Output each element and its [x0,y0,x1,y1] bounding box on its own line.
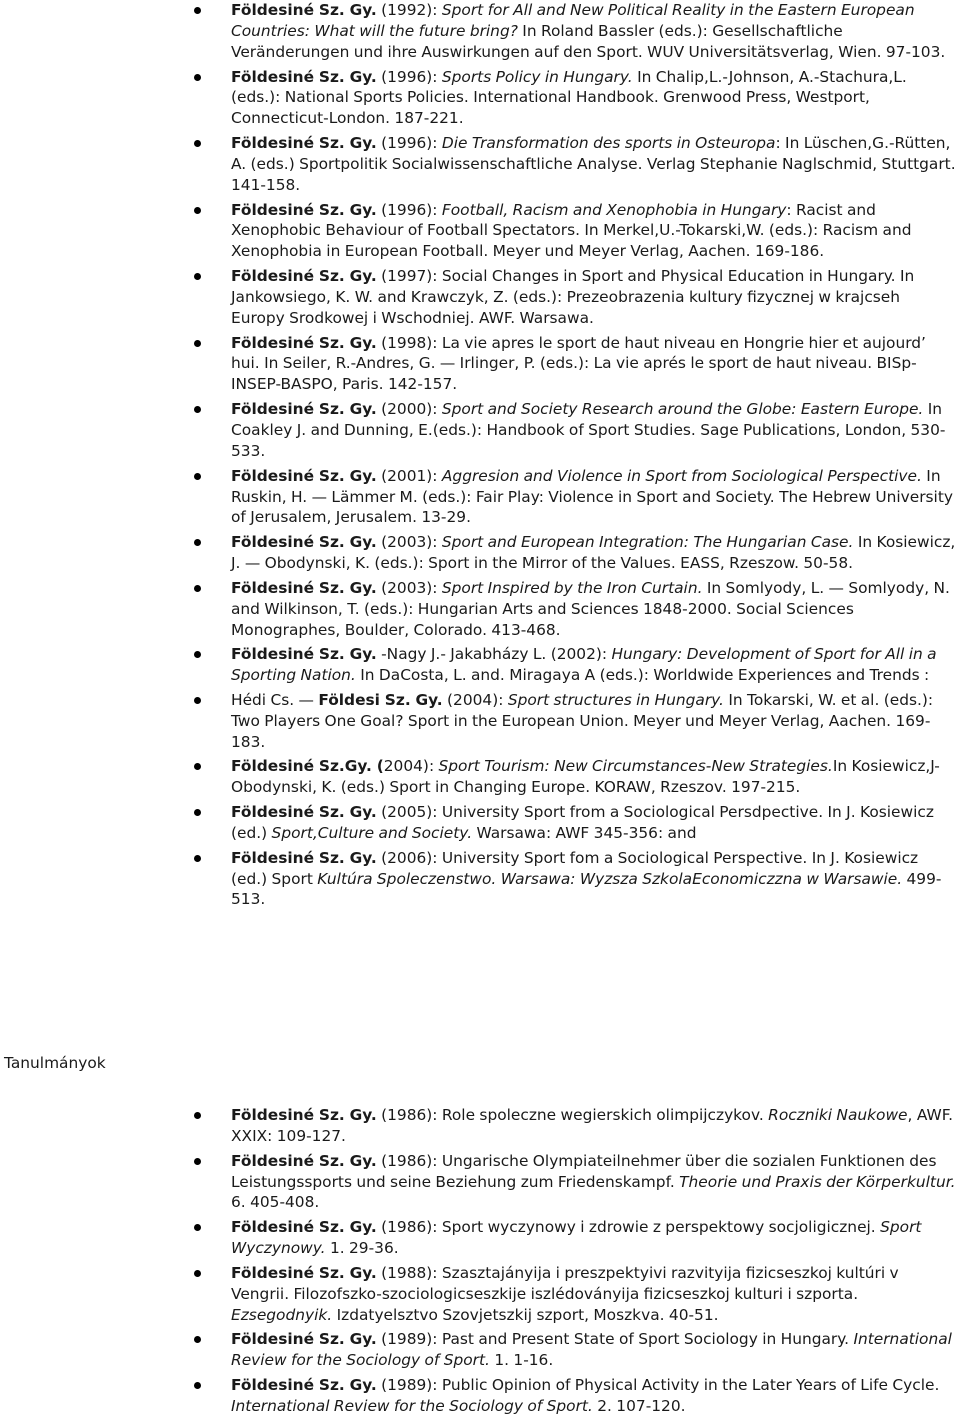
reference-text: (1992): [376,1,442,19]
reference-author: Földesiné Sz. Gy. [231,333,377,352]
reference-title: Roczniki Naukowe [768,1106,908,1124]
reference-text: In Kosiewicz,J-Obodynski, K. (eds.) Sport in Changing Europe. KORAW, Rzeszov. 197-215. [231,757,940,797]
reference-text: In Ruskin, H. — Lämmer M. (eds.): Fair Play: Violence in Sport and Society. The Hebrew University of Jerusalem, Jerusalem. 13-29. [231,466,953,527]
reference-text: (2001): [376,466,442,485]
reference-text: (1986): Ungarische Olympiateilnehmer über die sozialen Funktionen des Leistungssports und seine Beziehung zum Friedenskampf. [231,1151,937,1191]
reference-text: (2003): [376,533,442,552]
reference-text: (2000): [376,400,442,419]
reference-item [0,578,960,641]
bullet-icon [194,273,201,280]
reference-author: Földesiné Sz. Gy. [231,1218,377,1237]
reference-title: Sport for All and New Political Reality in the Eastern European Countries: What will the future bring? [231,1,915,40]
reference-text: 1. 1-16. [489,1351,554,1370]
reference-title: International Review for the Sociology of Sport. [231,1330,952,1370]
reference-text: 1. 29-36. [325,1239,399,1258]
reference-text: : In Lüschen,G.-Rütten, A. (eds.) Sportpolitik Socialwissenschaftliche Analyse. Verlag Stephanie Naglschmid, Stuttgart. 141-158. [231,134,956,194]
reference-item [0,1375,960,1417]
reference-title: Sport Wyczynowy. [231,1218,922,1258]
reference-text: 6. 405-408. [231,1193,320,1212]
reference-text: (1986): Sport wyczynowy i zdrowie z perspektowy socjoligicznej. [376,1218,881,1237]
reference-text: (1988): Szasztajányija i preszpektyivi razvityija fizicseszkoj kultúri v Vengrii. Filozofszko-szociologicseszkije iszlédoványija fizicseszkoj kulturi i szporta. [231,1263,899,1303]
reference-author: Földesiné Sz. Gy. [231,645,377,664]
reference-text: -Nagy J.- Jakabházy L. (2002): [376,645,612,664]
reference-list [0,1105,960,1417]
bullet-icon [194,74,201,81]
reference-author: Földesiné Sz. Gy. [231,67,377,86]
bullet-icon [194,651,201,658]
reference-title: Sport,Culture and Society. [271,823,473,842]
bullet-icon [194,473,201,480]
reference-author: Földesiné Sz. Gy. [231,1,377,19]
reference-author: Földesiné Sz. Gy. [231,200,377,219]
reference-author: Földesiné Sz. Gy. [231,466,377,485]
reference-text: Izdatyelsztvo Szovjetszkij szport, Moszkva. 40-51. [332,1305,719,1324]
reference-author: Földesiné Sz.Gy. ( [231,757,384,776]
reference-item [0,690,960,753]
reference-text: (1989): Past and Present State of Sport Sociology in Hungary. [376,1330,854,1349]
reference-title: International Review for the Sociology of Sport. [231,1396,593,1415]
bullet-icon [194,207,201,214]
reference-text: In Tokarski, W. et al. (eds.): Two Players One Goal? Sport in the European Union. Meyer und Meyer Verlag, Aachen. 169-183. [231,690,934,751]
reference-item [0,266,960,329]
reference-text: (1998): La vie apres le sport de haut niveau en Hongrie hier et aujourd’ hui. In Seiler, R.-Andres, G. — Irlinger, P. (eds.): La vie aprés le sport de haut niveau. BISp-INSEP-BASPO, Paris. 142-157. [231,333,926,394]
reference-item [0,0,960,63]
reference-item [0,532,960,574]
bullet-icon [194,1224,201,1231]
reference-text: In Coakley J. and Dunning, E.(eds.): Handbook of Sport Studies. Sage Publications, London, 530-533. [231,400,946,460]
bullet-icon [194,809,201,816]
reference-author: Földesiné Sz. Gy. [231,400,377,419]
reference-author: Földesi Sz. Gy. [318,690,443,709]
bullet-icon [194,340,201,347]
reference-item [0,644,960,686]
reference-title: Sports Policy in Hungary. [441,67,633,86]
reference-title: Die Transformation des sports in Osteuropa [441,134,776,153]
reference-item [0,133,960,196]
reference-text: : Racist and Xenophobic Behaviour of Football Spectators. In Merkel,U.-Tokarski,W. (eds.): Racism and Xenophobia in European Football. Meyer und Meyer Verlag, Aachen. 169-186. [231,200,912,261]
bullet-icon [194,539,201,546]
reference-text: Hédi Cs. — [231,690,319,709]
reference-author: Földesiné Sz. Gy. [231,134,377,153]
bullet-icon [194,1158,201,1165]
reference-author: Földesiné Sz. Gy. [231,1330,377,1349]
reference-author: Földesiné Sz. Gy. [231,1375,377,1394]
reference-author: Földesiné Sz. Gy. [231,1263,377,1282]
reference-title: Kultúra Spoleczenstwo. Warsawa: Wyzsza SzkolaEconomiczzna w Warsawie. [317,869,903,888]
reference-item [0,1151,960,1214]
reference-title: Sport structures in Hungary. [507,690,724,709]
reference-text: (2003): [376,578,442,597]
reference-author: Földesiné Sz. Gy. [231,533,377,552]
reference-text: 2004): [383,757,439,776]
bullet-icon [194,406,201,413]
reference-item [0,1329,960,1371]
bullet-icon [194,763,201,770]
reference-text: (1997): Social Changes in Sport and Physical Education in Hungary. In Jankowsiego, K. W. and Krawczyk, Z. (eds.): Prezeobrazenia kultury fizycznej w krajcseh Europy Srodkowej i Wschodniej. AWF. Warsawa. [231,267,915,327]
reference-text: (1989): Public Opinion of Physical Activity in the Later Years of Life Cycle. [376,1375,940,1394]
reference-text: , AWF. XXIX: 109-127. [231,1106,953,1145]
bullet-icon [194,1382,201,1389]
reference-title: Hungary: Development of Sport for All in a Sporting Nation. [231,645,937,685]
reference-item [0,466,960,529]
reference-text: In Roland Bassler (eds.): Gesellschaftliche Veränderungen und ihre Auswirkungen auf den Sport. WUV Universitätsverlag, Wien. 97-103. [231,21,946,61]
reference-item [0,333,960,396]
reference-text: (1996): [376,134,442,153]
reference-title: Aggresion and Violence in Sport from Sociological Perspective. [441,466,922,485]
reference-item [0,1263,960,1326]
reference-item [0,756,960,798]
reference-item [0,1105,960,1147]
bullet-icon [194,1336,201,1343]
reference-text: In Kosiewicz, J. — Obodynski, K. (eds.): Sport in the Mirror of the Values. EASS, Rzeszow. 50-58. [231,533,956,573]
reference-author: Földesiné Sz. Gy. [231,578,377,597]
reference-text: Warsawa: AWF 345-356: and [472,823,697,842]
reference-text: In Somlyody, L. — Somlyody, N. and Wilkinson, T. (eds.): Hungarian Arts and Sciences 1848-2000. Social Sciences Monographes, Boulder, Colorado. 413-468. [231,578,950,639]
bullet-icon [194,697,201,704]
reference-author: Földesiné Sz. Gy. [231,1106,377,1124]
bullet-icon [194,585,201,592]
reference-author: Földesiné Sz. Gy. [231,802,377,821]
reference-title: Sport and European Integration: The Hungarian Case. [441,533,854,552]
reference-text: (2005): University Sport from a Sociological Persdpective. In J. Kosiewicz (ed.) [231,802,934,842]
reference-item [0,848,960,911]
reference-text: (1996): [376,67,442,86]
reference-title: Ezsegodnyik. [231,1305,333,1324]
reference-text: 499-513. [231,869,942,909]
reference-item [0,67,960,130]
reference-author: Földesiné Sz. Gy. [231,848,377,867]
reference-text: (1996): [376,200,442,219]
reference-title: Sport Tourism: New Circumstances-New Strategies. [438,757,833,776]
reference-item [0,200,960,263]
reference-text: 2. 107-120. [592,1396,686,1415]
reference-item [0,802,960,844]
bullet-icon [194,140,201,147]
reference-item [0,399,960,462]
reference-text: In Chalip,L.-Johnson, A.-Stachura,L. (eds.): National Sports Policies. International Handbook. Grenwood Press, Westport, Connecticut-London. 187-221. [231,67,907,128]
section-label: Tanulmányok [4,1054,106,1072]
reference-text: (2006): University Sport fom a Sociological Perspective. In J. Kosiewicz (ed.) Sport [231,848,919,888]
reference-title: Football, Racism and Xenophobia in Hungary [441,200,787,219]
bullet-icon [194,855,201,862]
reference-list-studies [0,1105,960,1420]
bullet-icon [194,1112,201,1119]
reference-author: Földesiné Sz. Gy. [231,1151,377,1170]
reference-text: (2004): [442,690,508,709]
reference-title: Sport and Society Research around the Globe: Eastern Europe. [441,400,924,419]
reference-text: In DaCosta, L. and. Miragaya A (eds.): Worldwide Experiences and Trends : [355,666,930,685]
bullet-icon [194,7,201,14]
reference-title: Sport Inspired by the Iron Curtain. [441,578,703,597]
reference-title: Theorie und Praxis der Körperkultur. [679,1172,956,1191]
reference-author: Földesiné Sz. Gy. [231,267,377,286]
reference-item [0,1217,960,1259]
bullet-icon [194,1270,201,1277]
reference-text: (1986): Role spoleczne wegierskich olimpijczykov. [376,1106,769,1124]
